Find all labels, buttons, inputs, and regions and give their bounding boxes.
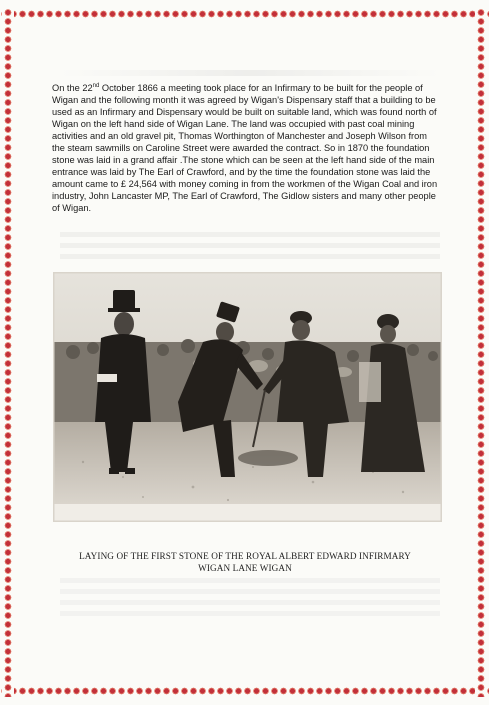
border-left: [2, 8, 14, 697]
historic-photograph: [53, 272, 442, 522]
photograph-illustration: [53, 272, 442, 522]
border-right: [475, 8, 487, 697]
photo-caption-line1: LAYING OF THE FIRST STONE OF THE ROYAL ALBERT EDWARD INFIRMARY: [79, 551, 411, 561]
photo-caption-line2: WIGAN LANE WIGAN: [198, 563, 292, 573]
paragraph-text-start: On the 22: [52, 83, 93, 93]
border-bottom: [0, 685, 489, 697]
paragraph-text-rest: October 1866 a meeting took place for an Infirmary to be built for the people of Wigan and the following month it was agreed by Wigan's Dispensary staff that a building to be used as an Infirmary and Dispensary would be built on suitable land, which was found north of Wigan on the left hand side of Wigan Lane. The land was occupied with past coal mining activities and an old gravel pit, Thomas Worthington of Manchester and Joseph Wilson from the steam sawmills on Caroline Street were awarded the contract. So in 1870 the foundation stone was laid in a grand affair .The stone which can be seen at the left hand side of the main entrance was laid by The Earl of Crawford, and by the time the foundation stone was laid the amount came to £ 24,564 with money coming in from the workmen of the Wigan Coal and iron industry, John Lancaster MP, The Earl of Crawford, The Gidlow sisters and many other people of Wigan.: [52, 83, 438, 213]
ordinal-superscript: nd: [92, 82, 100, 89]
bleed-through-texture: [60, 232, 440, 262]
body-paragraph: [52, 82, 442, 214]
border-top: [0, 8, 489, 20]
bleed-through-texture: [60, 70, 440, 76]
bleed-through-texture: [60, 578, 440, 618]
